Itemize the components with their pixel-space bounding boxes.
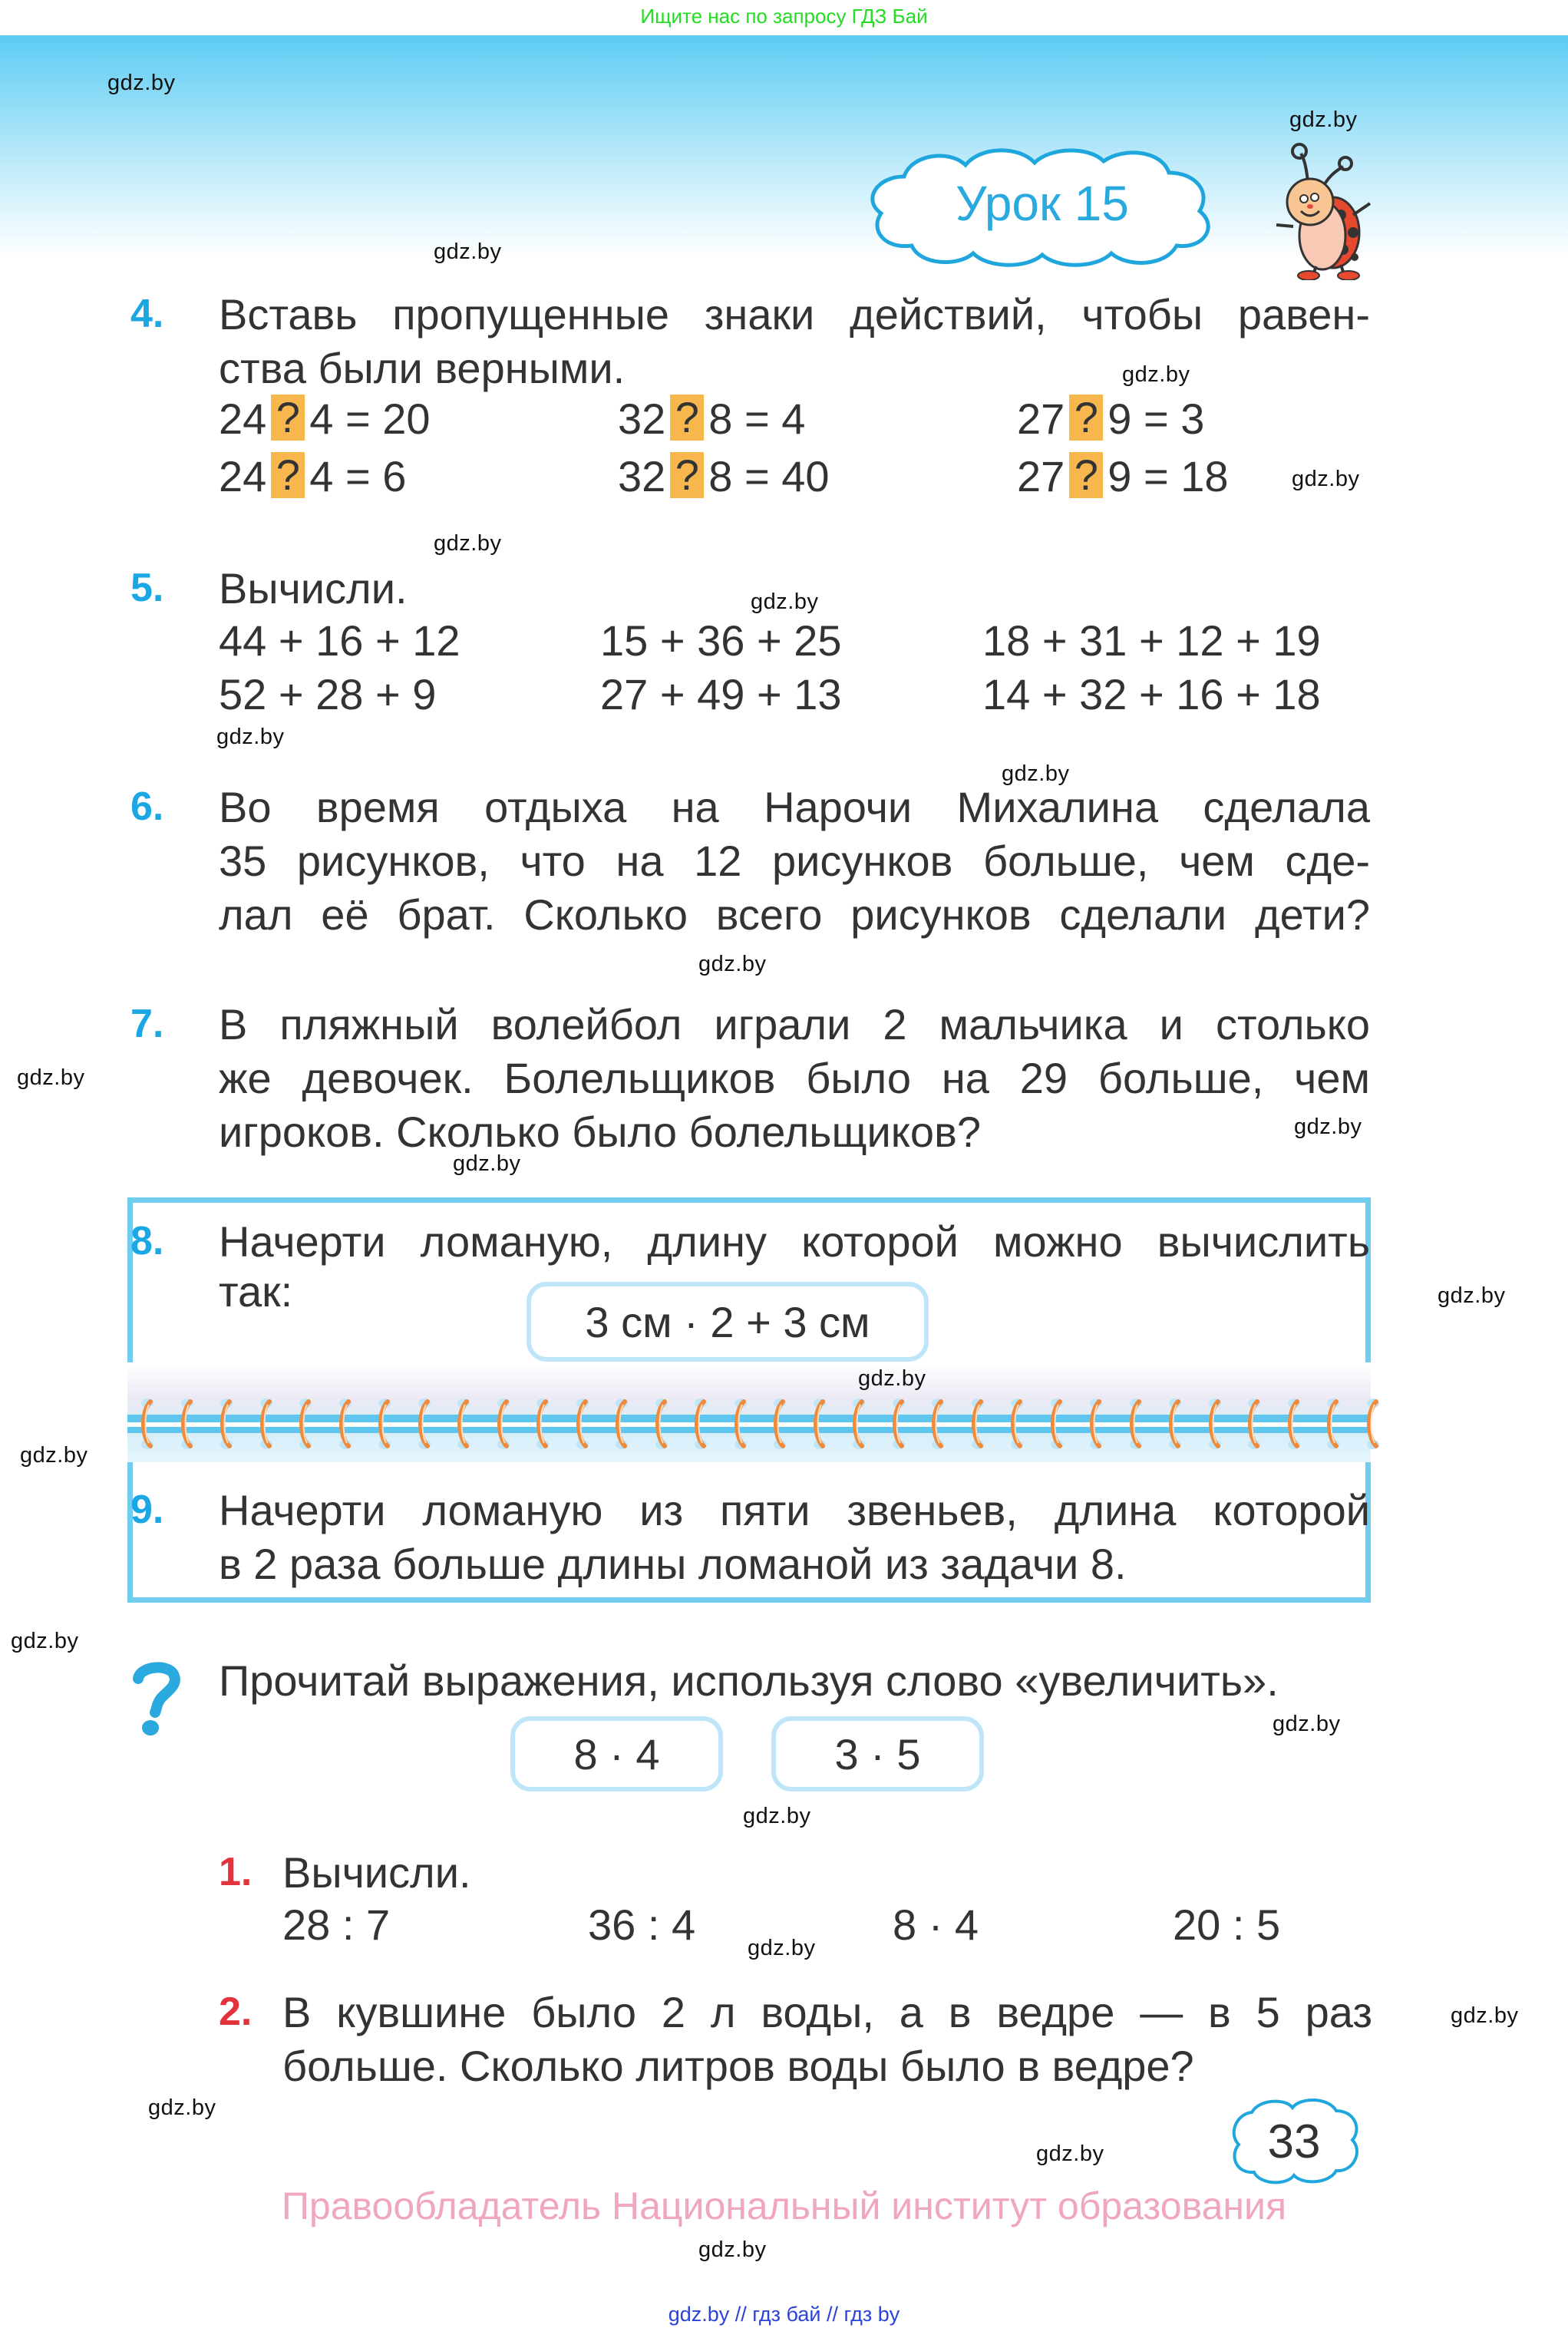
watermark-text: gdz.by <box>20 1443 88 1468</box>
spiral-binding-line <box>127 1415 1371 1422</box>
task-text-line: В пляжный волейбол играли 2 мальчика и столько <box>219 1000 1370 1048</box>
spiral-ring-icon <box>1286 1397 1302 1451</box>
spiral-ring-icon <box>140 1397 155 1451</box>
watermark-text: gdz.by <box>107 71 176 95</box>
watermark-text: gdz.by <box>453 1151 521 1176</box>
spiral-ring-icon <box>1009 1397 1025 1451</box>
spiral-ring-icon <box>1088 1397 1104 1451</box>
watermark-text: gdz.by <box>751 589 819 614</box>
watermark-text: gdz.by <box>858 1366 926 1391</box>
task-number: 9. <box>130 1488 164 1532</box>
task-9 <box>130 1484 1374 1599</box>
lesson-title: Урок 15 <box>956 176 1129 231</box>
expression: 15 + 36 + 25 <box>600 616 842 665</box>
spiral-ring-icon <box>1325 1397 1341 1451</box>
task-number: 4. <box>130 292 164 336</box>
footer-links[interactable]: gdz.by // гдз бай // гдз by <box>668 2303 900 2326</box>
task-text-line: Вставь пропущенные знаки действий, чтобы равен- <box>219 290 1370 338</box>
watermark-text: gdz.by <box>1438 1283 1506 1308</box>
watermark-text: gdz.by <box>698 2237 767 2262</box>
spiral-ring-icon <box>812 1397 827 1451</box>
page-number-cloud <box>1225 2095 1363 2188</box>
expression: 18 + 31 + 12 + 19 <box>982 616 1321 665</box>
spiral-binding-line <box>127 1427 1371 1433</box>
spiral-ring-icon <box>298 1397 313 1451</box>
missing-sign-placeholder: ? <box>271 452 305 498</box>
spiral-ring-icon <box>377 1397 392 1451</box>
watermark-text: gdz.by <box>11 1629 79 1653</box>
review-frame-left-border <box>137 1815 144 2130</box>
task-5 <box>130 562 1374 731</box>
watermark-text: gdz.by <box>434 239 502 264</box>
spiral-ring-icon <box>851 1397 867 1451</box>
expression: 36 : 4 <box>588 1900 696 1949</box>
review-task-2 <box>219 1986 1370 2101</box>
watermark-text: gdz.by <box>1289 107 1358 132</box>
task-text-line: так: <box>219 1267 293 1316</box>
task-text-line: же девочек. Болельщиков было на 29 больше, чем <box>219 1054 1370 1102</box>
task-number: 8. <box>130 1219 164 1263</box>
search-hint-banner: Ищите нас по запросу ГДЗ Бай <box>0 0 1568 35</box>
missing-sign-placeholder: ? <box>670 452 704 498</box>
spiral-ring-icon <box>1049 1397 1065 1451</box>
task-7 <box>130 998 1374 1167</box>
equation: 32 ? 8 = 4 <box>618 393 806 443</box>
question-text: Прочитай выражения, используя слово «увеличить». <box>219 1656 1279 1705</box>
task-number: 2. <box>219 1990 253 2034</box>
task-text-line: Начерти ломаную, длину которой можно вычислить <box>219 1217 1370 1266</box>
task-number: 1. <box>219 1850 253 1894</box>
spiral-ring-icon <box>1167 1397 1183 1451</box>
spiral-ring-icon <box>535 1397 550 1451</box>
task-4 <box>130 288 1374 518</box>
spiral-ring-icon <box>496 1397 511 1451</box>
task-number: 5. <box>130 566 164 610</box>
spiral-ring-icon <box>219 1397 234 1451</box>
expression-box: 3 · 5 <box>771 1716 984 1791</box>
spiral-ring-icon <box>614 1397 629 1451</box>
ladybug-mascot-icon <box>1270 142 1378 280</box>
task-text-line: больше. Сколько литров воды было в ведре? <box>282 2042 1194 2090</box>
task-text: Вычисли. <box>282 1848 471 1897</box>
expression: 8 · 4 <box>893 1900 979 1949</box>
spiral-ring-icon <box>693 1397 708 1451</box>
watermark-text: gdz.by <box>1036 2142 1104 2166</box>
spiral-ring-icon <box>338 1397 353 1451</box>
spiral-ring-icon <box>1207 1397 1223 1451</box>
spiral-ring-icon <box>733 1397 748 1451</box>
watermark-text: gdz.by <box>748 1936 816 1960</box>
spiral-ring-icon <box>180 1397 195 1451</box>
lesson-title-cloud <box>858 146 1226 269</box>
spiral-ring-icon <box>1365 1397 1381 1451</box>
spiral-ring-icon <box>891 1397 906 1451</box>
spiral-ring-icon <box>970 1397 985 1451</box>
task-text-line: Начерти ломаную из пяти звеньев, длина которой <box>219 1486 1370 1534</box>
task-6 <box>130 781 1374 949</box>
watermark-text: gdz.by <box>1451 2003 1519 2028</box>
equation: 27 ? 9 = 18 <box>1017 451 1229 500</box>
spiral-ring-icon <box>417 1397 432 1451</box>
watermark-text: gdz.by <box>1002 761 1070 786</box>
equation: 24 ? 4 = 6 <box>219 451 407 500</box>
task-text-line: лал её брат. Сколько всего рисунков сделали дети? <box>219 890 1370 939</box>
formula-box: 3 см · 2 + 3 см <box>527 1282 929 1362</box>
watermark-text: gdz.by <box>148 2095 216 2120</box>
review-frame-top-border <box>137 1815 735 1826</box>
equation: 32 ? 8 = 40 <box>618 451 830 500</box>
spiral-ring-icon <box>654 1397 669 1451</box>
expression: 28 : 7 <box>282 1900 391 1949</box>
spiral-binding-background <box>127 1362 1371 1462</box>
watermark-text: gdz.by <box>1294 1115 1362 1139</box>
spiral-ring-icon <box>1246 1397 1262 1451</box>
spiral-ring-icon <box>456 1397 471 1451</box>
expression-box: 8 · 4 <box>510 1716 723 1791</box>
expression: 44 + 16 + 12 <box>219 616 460 665</box>
task-text-line: В кувшине было 2 л воды, а в ведре — в 5 раз <box>282 1988 1372 2036</box>
spiral-ring-icon <box>1128 1397 1144 1451</box>
equation: 24 ? 4 = 20 <box>219 393 431 443</box>
question-mark-icon <box>129 1662 183 1739</box>
watermark-text: gdz.by <box>434 531 502 556</box>
missing-sign-placeholder: ? <box>1069 395 1103 441</box>
page-number: 33 <box>1267 2115 1321 2168</box>
missing-sign-placeholder: ? <box>1069 452 1103 498</box>
expression: 20 : 5 <box>1173 1900 1281 1949</box>
spiral-ring-icon <box>259 1397 274 1451</box>
spiral-ring-icon <box>575 1397 590 1451</box>
watermark-text: gdz.by <box>17 1065 85 1090</box>
watermark-text: gdz.by <box>216 725 285 749</box>
task-text-line: ства были верными. <box>219 344 626 392</box>
task-text: Вычисли. <box>219 564 408 613</box>
task-text-line: игроков. Сколько было болельщиков? <box>219 1108 981 1156</box>
task-number: 6. <box>130 784 164 829</box>
spiral-ring-icon <box>772 1397 787 1451</box>
expression: 52 + 28 + 9 <box>219 670 437 718</box>
task-text-line: Во время отдыха на Нарочи Михалина сделала <box>219 783 1370 831</box>
spiral-ring-icon <box>930 1397 946 1451</box>
expression: 14 + 32 + 16 + 18 <box>982 670 1321 718</box>
watermark-text: gdz.by <box>1122 362 1190 387</box>
task-text-line: 35 рисунков, что на 12 рисунков больше, чем сде- <box>219 837 1370 885</box>
task-number: 7. <box>130 1002 164 1046</box>
task-text-line: в 2 раза больше длины ломаной из задачи 8. <box>219 1540 1127 1588</box>
missing-sign-placeholder: ? <box>271 395 305 441</box>
copyright-notice: Правообладатель Национальный институт образования <box>281 2184 1287 2227</box>
equation: 27 ? 9 = 3 <box>1017 393 1205 443</box>
watermark-text: gdz.by <box>1292 467 1360 491</box>
expression: 27 + 49 + 13 <box>600 670 842 718</box>
watermark-text: gdz.by <box>698 952 767 976</box>
watermark-text: gdz.by <box>1273 1712 1341 1736</box>
missing-sign-placeholder: ? <box>670 395 704 441</box>
watermark-text: gdz.by <box>743 1804 811 1828</box>
